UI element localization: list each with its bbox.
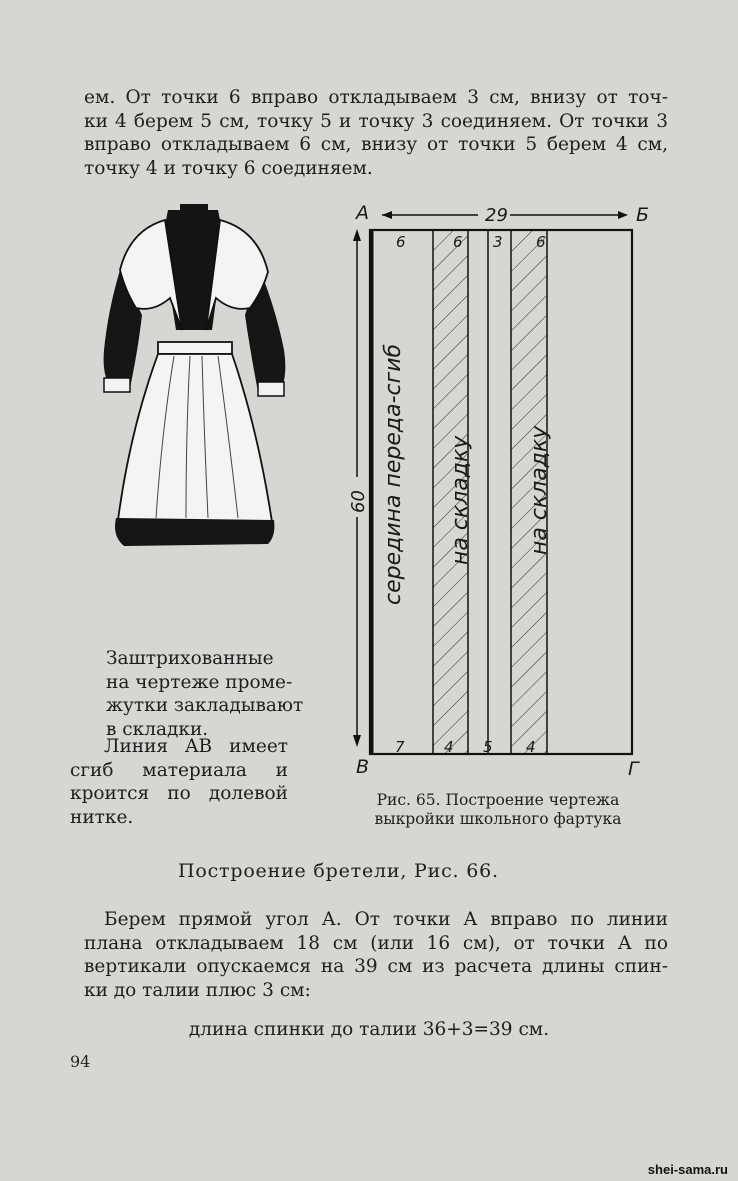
label-point-a: А	[356, 202, 369, 224]
label-top-3: 3	[493, 233, 503, 251]
note-hatched	[106, 647, 304, 741]
text-line: плана откладываем 18 см (или 16 см), от точки А по	[84, 932, 668, 954]
text-line: ки до талии плюс 3 см:	[84, 979, 311, 1001]
text-line: ем. От точки 6 вправо откладываем 3 см, внизу от точ-	[84, 87, 668, 108]
caption-line: Рис. 65. Построение чертежа	[376, 791, 620, 809]
text-line: нитке.	[70, 806, 134, 828]
intro-paragraph	[84, 86, 668, 180]
pattern-outline	[370, 230, 632, 754]
label-bot-4b: 4	[526, 738, 536, 756]
label-top-6a: 6	[396, 233, 406, 251]
figure-caption	[367, 791, 629, 829]
label-height: 60	[348, 490, 369, 513]
label-center-fold: середина переда-сгиб	[381, 343, 406, 605]
text-line: вправо откладываем 6 см, внизу от точки 5 берем 4 см,	[84, 134, 668, 155]
text-line: в складки.	[106, 718, 209, 740]
text-line: вертикали опускаемся на 39 см из расчета длины спин-	[84, 956, 668, 977]
label-point-g: Г	[628, 758, 639, 780]
apron-illustration	[90, 200, 300, 555]
text-line: точку 4 и точку 6 соединяем.	[84, 157, 373, 179]
label-point-v: В	[356, 756, 370, 778]
label-bot-5: 5	[483, 738, 493, 756]
page-number: 94	[70, 1052, 91, 1071]
text-line: сгиб материала и	[70, 759, 288, 781]
text-line: кроится по долевой	[70, 783, 288, 804]
formula: длина спинки до талии 36+3=39 см.	[188, 1019, 550, 1040]
section-heading: Построение бретели, Рис. 66.	[178, 860, 499, 882]
text-line: Линия AB имеет	[104, 736, 288, 757]
caption-line: выкройки школьного фартука	[374, 810, 622, 828]
label-bot-4a: 4	[444, 738, 454, 756]
apron-pattern-drawing	[330, 195, 650, 785]
label-bot-7: 7	[395, 738, 405, 756]
label-point-b: Б	[636, 204, 650, 226]
label-top-6b: 6	[453, 233, 463, 251]
body-paragraph	[84, 908, 668, 1002]
text-line: ки 4 берем 5 см, точку 5 и точку 3 соединяем. От точки 3	[84, 110, 668, 132]
label-pleat-2: на складку	[527, 425, 552, 555]
note-line-ab	[70, 735, 288, 829]
label-pleat-1: на складку	[448, 435, 473, 565]
text-line: жутки закладывают	[106, 695, 304, 716]
text-line: на чертеже проме-	[106, 671, 293, 693]
text-line: Заштрихованные	[106, 648, 274, 669]
label-width: 29	[485, 205, 508, 226]
text-line: Берем прямой угол А. От точки А вправо по линии	[104, 909, 668, 930]
label-top-6c: 6	[536, 233, 546, 251]
watermark: shei-sama.ru	[647, 1162, 728, 1177]
